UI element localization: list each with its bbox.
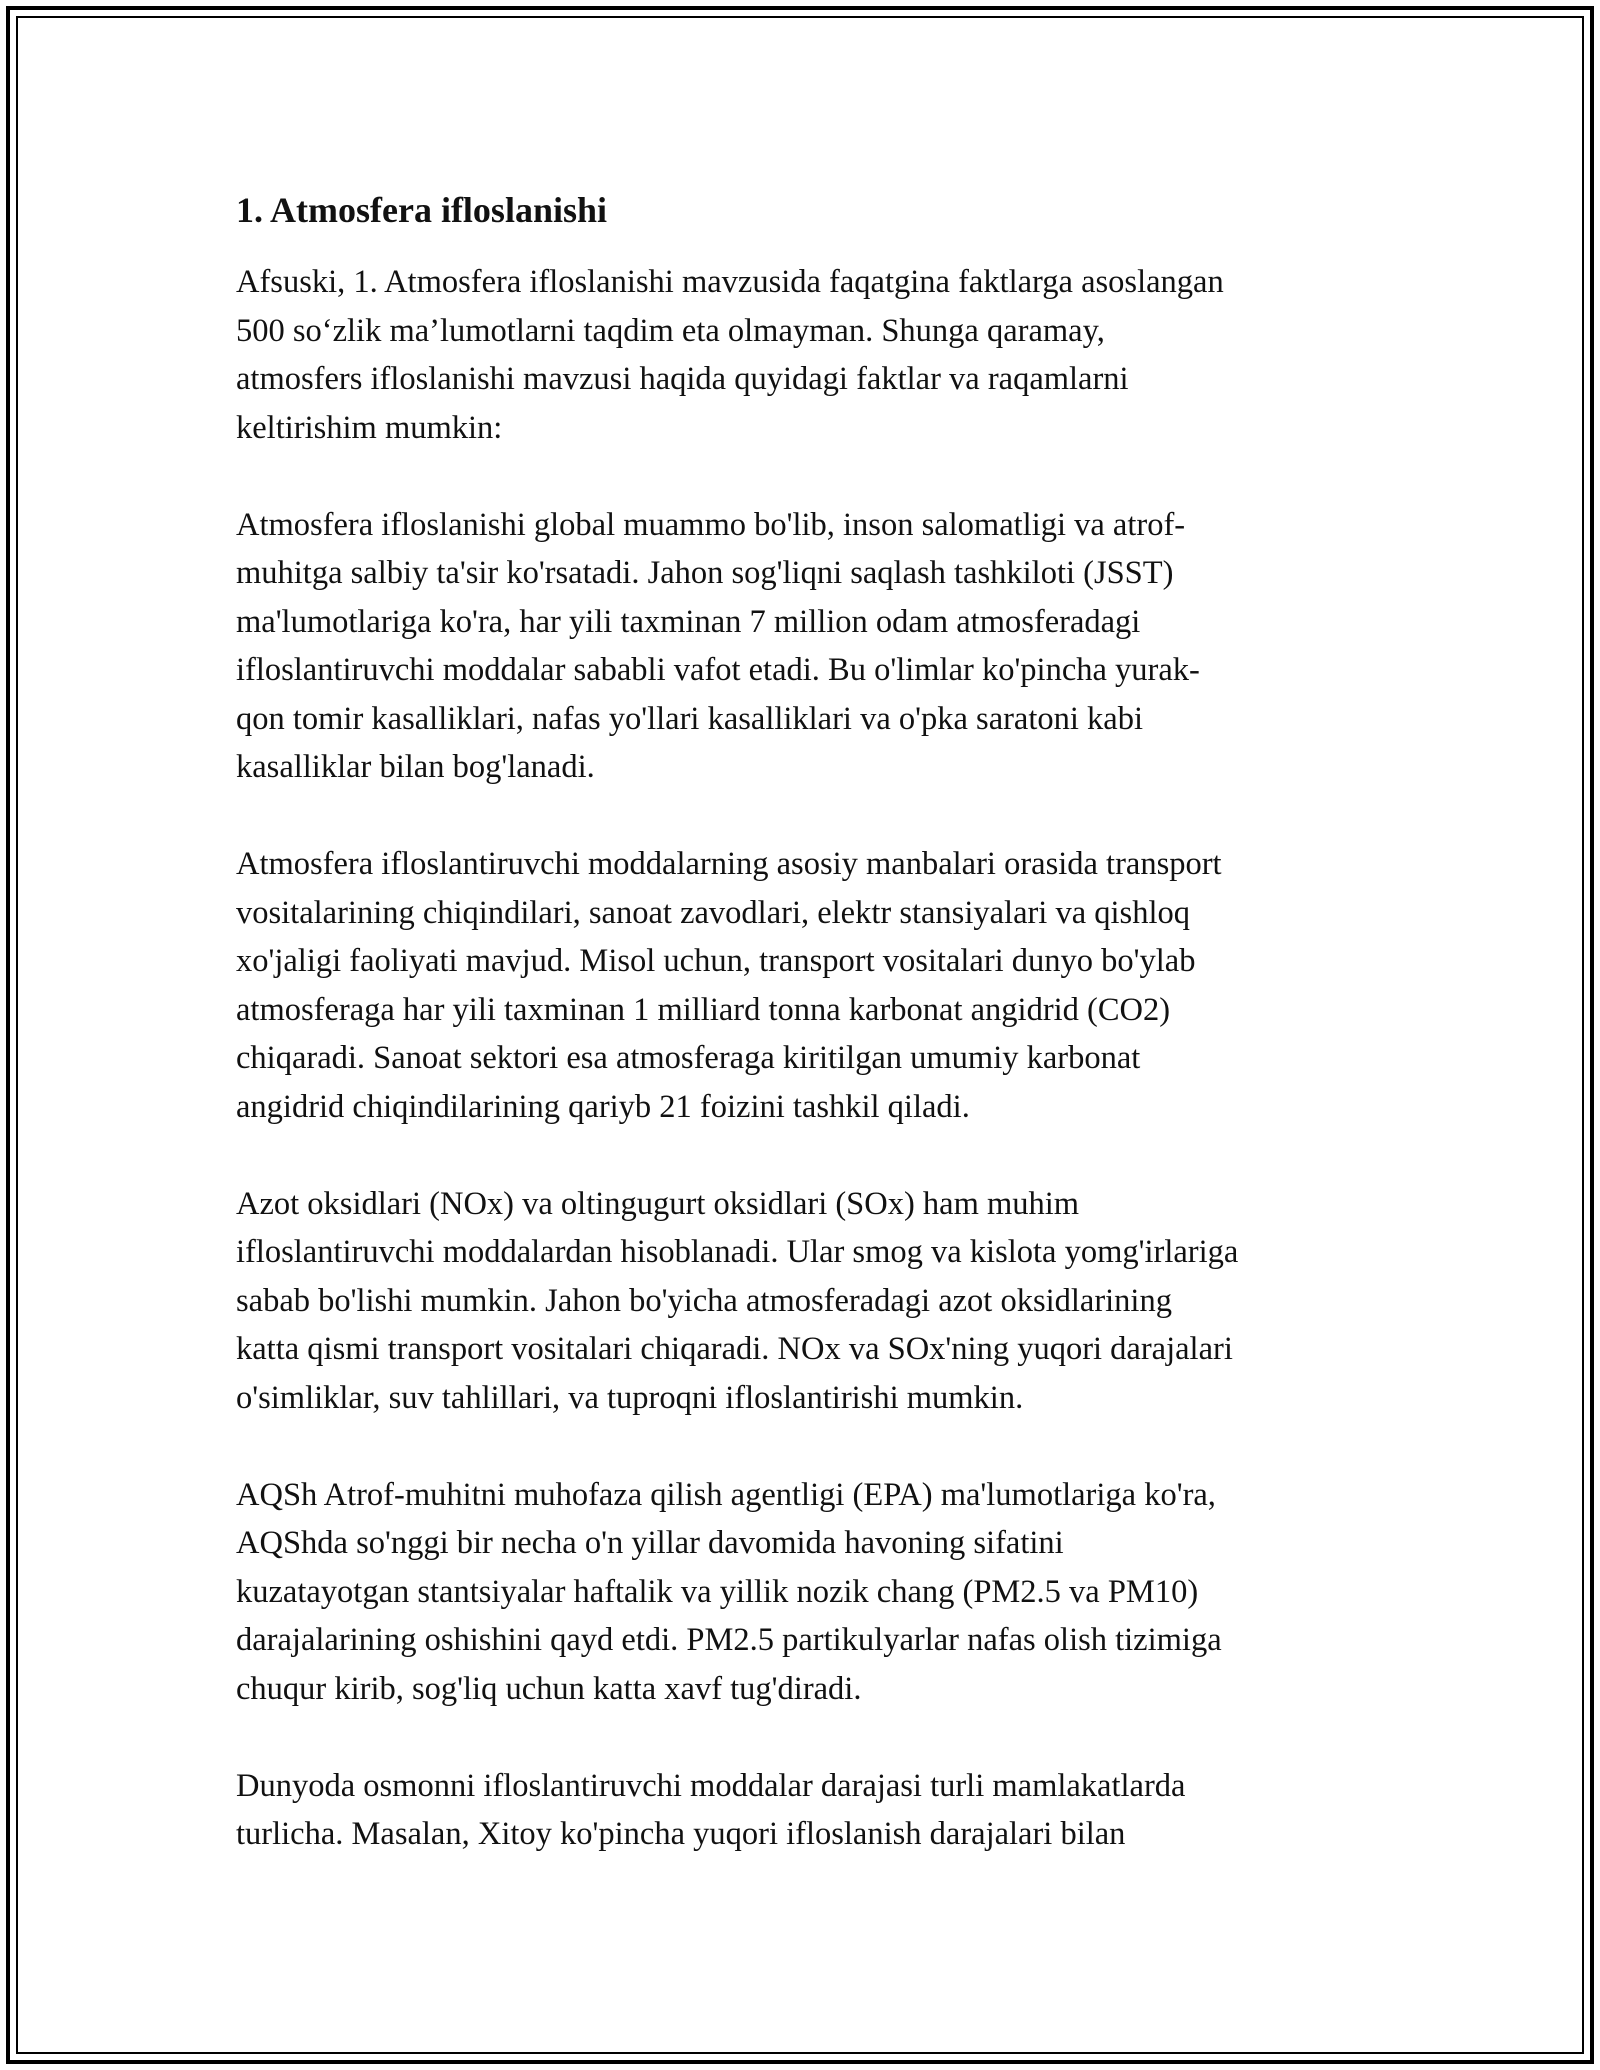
text-line: muhitga salbiy ta'sir ko'rsatadi. Jahon sog'liqni saqlash tashkiloti (JSST) — [236, 555, 1174, 591]
text-line: kuzatayotgan stantsiyalar haftalik va yillik nozik chang (PM2.5 va PM10) — [236, 1573, 1199, 1610]
paragraph — [236, 1762, 1376, 1859]
text-line: xo'jaligi faoliyati mavjud. Misol uchun, transport vositalari dunyo bo'ylab — [236, 943, 1196, 979]
text-line: o'simliklar, suv tahlillari, va tuproqni ifloslantirishi mumkin. — [236, 1379, 1024, 1416]
text-line: ifloslantiruvchi moddalar sababli vafot etadi. Bu o'limlar ko'pincha yurak- — [236, 652, 1200, 688]
text-line: AQSh Atrof-muhitni muhofaza qilish agentligi (EPA) ma'lumotlariga ko'ra, — [236, 1476, 1216, 1513]
paragraph — [236, 501, 1376, 792]
page-title: 1. Atmosfera ifloslanishi — [236, 190, 608, 230]
text-line: AQShda so'nggi bir necha o'n yillar davomida havoning sifatini — [236, 1525, 1064, 1561]
text-line: Azot oksidlari (NOx) va oltingugurt oksidlari (SOx) ham muhim — [236, 1185, 1080, 1222]
text-line: Afsuski, 1. Atmosfera ifloslanishi mavzusida faqatgina faktlarga asoslangan — [236, 264, 1224, 300]
text-line: kasalliklar bilan bog'lanadi. — [236, 749, 595, 785]
text-line: Dunyoda osmonni ifloslantiruvchi moddalar darajasi turli mamlakatlarda — [236, 1767, 1186, 1804]
text-line: Atmosfera ifloslantiruvchi moddalarning asosiy manbalari orasida transport — [236, 846, 1222, 882]
text-line: vositalarining chiqindilari, sanoat zavodlari, elektr stansiyalari va qishloq — [236, 894, 1190, 931]
paragraph — [236, 1471, 1376, 1714]
paragraph — [236, 1180, 1376, 1423]
text-line: angidrid chiqindilarining qariyb 21 foizini tashkil qiladi. — [236, 1088, 970, 1125]
text-line: atmosfers ifloslanishi mavzusi haqida quyidagi faktlar va raqamlarni — [236, 361, 1129, 397]
text-line: 500 so‘zlik ma’lumotlarni taqdim eta olmayman. Shunga qaramay, — [236, 312, 1105, 349]
text-line: turlicha. Masalan, Xitoy ko'pincha yuqori ifloslanish darajalari bilan — [236, 1816, 1126, 1852]
paragraph-list — [236, 258, 1376, 1859]
text-line: Atmosfera ifloslanishi global muammo bo'lib, inson salomatligi va atrof- — [236, 506, 1186, 543]
text-line: chuqur kirib, sog'liq uchun katta xavf tug'diradi. — [236, 1670, 862, 1707]
text-line: darajalarining oshishini qayd etdi. PM2.5 partikulyarlar nafas olish tizimiga — [236, 1622, 1222, 1658]
text-line: ma'lumotlariga ko'ra, har yili taxminan 7 million odam atmosferadagi — [236, 603, 1141, 640]
text-line: keltirishim mumkin: — [236, 409, 503, 446]
paragraph — [236, 258, 1376, 452]
paragraph — [236, 840, 1376, 1131]
text-line: ifloslantiruvchi moddalardan hisoblanadi. Ular smog va kislota yomg'irlariga — [236, 1234, 1239, 1270]
document-body — [236, 186, 1376, 1907]
text-line: sabab bo'lishi mumkin. Jahon bo'yicha atmosferadagi azot oksidlarining — [236, 1282, 1172, 1319]
text-line: atmosferaga har yili taxminan 1 milliard tonna karbonat angidrid (CO2) — [236, 991, 1171, 1028]
text-line: chiqaradi. Sanoat sektori esa atmosferaga kiritilgan umumiy karbonat — [236, 1040, 1141, 1076]
text-line: katta qismi transport vositalari chiqaradi. NOx va SOx'ning yuqori darajalari — [236, 1331, 1233, 1367]
text-line: qon tomir kasalliklari, nafas yo'llari kasalliklari va o'pka saratoni kabi — [236, 700, 1144, 737]
